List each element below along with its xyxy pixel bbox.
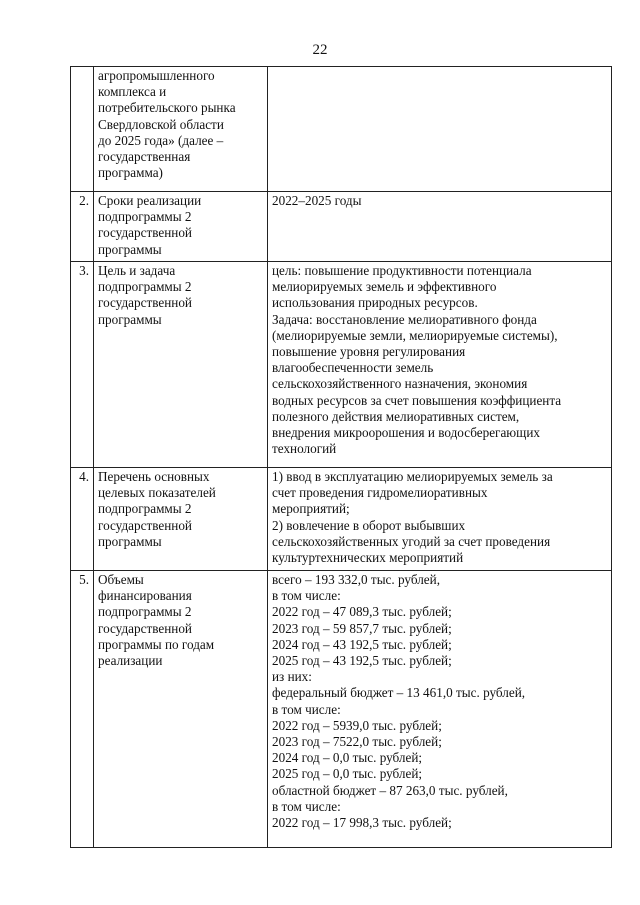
parameter-value-line: полезного действия мелиоративных систем, <box>272 408 520 424</box>
table-row <box>71 262 612 468</box>
row-number: 4. <box>71 468 94 571</box>
parameter-value-line: внедрения микроорошения и водосберегающих <box>272 425 540 441</box>
row-parameter-value <box>268 571 612 848</box>
parameter-name-line: программы <box>98 311 162 327</box>
parameter-value-line: всего – 193 332,0 тыс. рублей, <box>272 572 441 587</box>
parameter-name-line: подпрограммы 2 <box>98 501 192 517</box>
parameter-value-line: из них: <box>272 669 312 685</box>
parameter-value-line: технологий <box>272 441 337 457</box>
parameter-value-line: 2022–2025 годы <box>272 193 362 208</box>
parameter-value-line: 1) ввод в эксплуатацию мелиорируемых земель за <box>272 469 553 484</box>
parameter-value-line: 2025 год – 0,0 тыс. рублей; <box>272 766 423 782</box>
row-parameter-name <box>94 67 268 192</box>
row-number: 3. <box>71 262 94 468</box>
parameter-name-line: Свердловской области <box>98 116 224 132</box>
row-parameter-name <box>94 192 268 262</box>
parameter-name-line: комплекса и <box>98 84 167 100</box>
parameter-value-line: водных ресурсов за счет повышения коэффициента <box>272 392 562 408</box>
parameter-name-line: целевых показателей <box>98 485 216 501</box>
row-parameter-value <box>268 468 612 571</box>
row-number: 5. <box>71 571 94 848</box>
parameter-value-line: федеральный бюджет – 13 461,0 тыс. рублей, <box>272 685 526 701</box>
parameter-value-line: мероприятий; <box>272 501 350 517</box>
page-number: 22 <box>312 42 328 58</box>
parameter-value-line: повышение уровня регулирования <box>272 344 466 360</box>
parameter-name-line: Перечень основных <box>98 469 210 484</box>
parameter-value-line: счет проведения гидромелиоративных <box>272 485 488 501</box>
parameter-name-line: реализации <box>98 653 163 669</box>
parameter-name-line: государственной <box>98 225 192 241</box>
row-parameter-name <box>94 468 268 571</box>
parameter-value-line: в том числе: <box>272 588 341 604</box>
row-parameter-value <box>268 67 612 192</box>
parameter-name-line: программы <box>98 241 162 257</box>
parameter-name-line: государственной <box>98 295 192 311</box>
parameter-value-line: 2022 год – 17 998,3 тыс. рублей; <box>272 815 452 831</box>
parameter-name-line: потребительского рынка <box>98 100 236 116</box>
table-row <box>71 67 612 192</box>
parameter-value-line: 2024 год – 0,0 тыс. рублей; <box>272 750 423 766</box>
parameter-value-line: культуртехнических мероприятий <box>272 550 464 566</box>
parameter-value-line: Задача: восстановление мелиоративного фонда <box>272 311 537 327</box>
table-row <box>71 468 612 571</box>
parameter-value-line: 2024 год – 43 192,5 тыс. рублей; <box>272 636 452 652</box>
subprogram-passport-table <box>70 66 612 848</box>
parameter-name-line: Сроки реализации <box>98 193 202 208</box>
parameter-value-line: сельскохозяйственных угодий за счет проведения <box>272 533 551 549</box>
parameter-value-line: 2) вовлечение в оборот выбывших <box>272 517 466 533</box>
parameter-value-line: цель: повышение продуктивности потенциала <box>272 263 532 278</box>
row-number <box>71 67 94 192</box>
parameter-value-line: в том числе: <box>272 798 341 814</box>
parameter-value-line: сельскохозяйственного назначения, экономия <box>272 376 528 392</box>
table-row <box>71 192 612 262</box>
parameter-name-line: государственной <box>98 517 192 533</box>
row-number: 2. <box>71 192 94 262</box>
parameter-name-line: подпрограммы 2 <box>98 209 192 225</box>
parameter-value-line: влагообеспеченности земель <box>272 360 434 376</box>
parameter-value-line: использования природных ресурсов. <box>272 295 478 311</box>
parameter-name-line: подпрограммы 2 <box>98 279 192 295</box>
parameter-name-line: Объемы <box>98 572 144 587</box>
parameter-value-line: в том числе: <box>272 701 341 717</box>
parameter-value-line: 2022 год – 47 089,3 тыс. рублей; <box>272 604 452 620</box>
parameter-name-line: государственной <box>98 620 192 636</box>
parameter-name-line: программа) <box>98 165 163 181</box>
parameter-name-line: до 2025 года» (далее – <box>98 132 224 148</box>
table-row <box>71 571 612 848</box>
parameter-name-line: программы <box>98 533 162 549</box>
parameter-value-line: 2025 год – 43 192,5 тыс. рублей; <box>272 653 452 669</box>
parameter-name-line: государственная <box>98 149 191 165</box>
row-parameter-value <box>268 192 612 262</box>
parameter-name-line: финансирования <box>98 588 192 604</box>
parameter-value-line: (мелиорируемые земли, мелиорируемые системы), <box>272 327 558 343</box>
parameter-value-line: 2023 год – 7522,0 тыс. рублей; <box>272 734 442 750</box>
parameter-value-line: 2023 год – 59 857,7 тыс. рублей; <box>272 620 452 636</box>
passport-table-body <box>71 67 612 848</box>
parameter-value-line: областной бюджет – 87 263,0 тыс. рублей, <box>272 782 508 798</box>
parameter-name-line: агропромышленного <box>98 68 215 83</box>
parameter-name-line: подпрограммы 2 <box>98 604 192 620</box>
row-parameter-value <box>268 262 612 468</box>
parameter-name-line: Цель и задача <box>98 263 176 278</box>
parameter-value-line: 2022 год – 5939,0 тыс. рублей; <box>272 717 442 733</box>
parameter-name-line: программы по годам <box>98 636 215 652</box>
parameter-value-line: мелиорируемых земель и эффективного <box>272 279 497 295</box>
row-parameter-name <box>94 571 268 848</box>
row-parameter-name <box>94 262 268 468</box>
